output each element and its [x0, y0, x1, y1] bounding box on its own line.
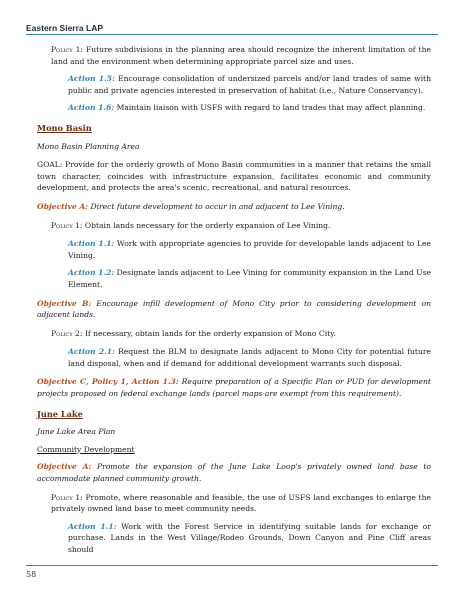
action-paragraph	[68, 521, 431, 556]
objective-text: Require preparation of a Specific Plan or PUD for development projects proposed on federal exchange lands (parcel maps are exempt from this requirement).	[37, 377, 431, 399]
goal-paragraph: GOAL: Provide for the orderly growth of Mono Basin communities in a manner that retains the small town character, coincides with infrastructure expansion, facilitates economic and community development, and protects the area's scenic, recreational, and natural resources.	[37, 160, 431, 193]
action-label: Action 1.5:	[68, 74, 115, 84]
page-content	[37, 44, 431, 556]
objective-paragraph	[37, 201, 431, 213]
objective-label: Objective B:	[37, 298, 92, 308]
plan-area-title: Mono Basin Planning Area	[37, 141, 140, 151]
policy-text: 1: Promote, where reasonable and feasible, the use of USFS land exchanges to enlarge the privately owned land base to meet community needs.	[51, 492, 431, 514]
subsection-heading: Community Development	[37, 444, 135, 454]
action-text: Request the BLM to designate lands adjacent to Mono City for potential future land disposal, when and if demand for additional development warrants such disposal.	[68, 347, 431, 368]
action-paragraph	[68, 73, 431, 96]
policy-paragraph	[51, 492, 431, 515]
action-text: Maintain liaison with USFS with regard to land trades that may affect planning.	[114, 103, 426, 113]
footer-divider	[26, 565, 438, 566]
document-header-title: Eastern Sierra LAP	[26, 23, 104, 33]
objective-label: Objective A:	[37, 462, 92, 472]
action-text: Work with appropriate agencies to provide for developable lands adjacent to Lee Vining.	[68, 239, 431, 260]
objective-paragraph	[37, 376, 431, 399]
policy-text: 1: Future subdivisions in the planning area should recognize the inherent limitation of the land and the environment when determining appropriate parcel size and uses.	[51, 45, 431, 66]
action-paragraph	[68, 102, 431, 114]
policy-prefix: Policy	[51, 45, 73, 54]
policy-prefix: Policy	[51, 328, 73, 338]
policy-paragraph	[51, 44, 431, 67]
action-text: Designate lands adjacent to Lee Vining for community expansion in the Land Use Element.	[68, 268, 431, 289]
policy-prefix: Policy	[51, 492, 73, 502]
action-text: Work with the Forest Service in identifying suitable lands for exchange or purchase. Lands in the West Village/Rodeo Grounds, Down Canyon and Pine Cliff areas should	[68, 521, 431, 554]
action-label: Action 1.2:	[68, 268, 115, 278]
page-number: 58	[26, 570, 37, 579]
policy-paragraph	[51, 220, 431, 232]
section-heading-mono-basin: Mono Basin	[37, 122, 92, 133]
action-paragraph	[68, 267, 431, 290]
objective-label: Objective C, Policy 1, Action 1.3:	[37, 377, 179, 387]
action-label: Action 2.1:	[68, 347, 115, 357]
objective-text: Direct future development to occur in and adjacent to Lee Vining.	[88, 201, 345, 211]
policy-paragraph	[51, 328, 431, 340]
policy-prefix: Policy	[51, 220, 73, 230]
plan-area-title: June Lake Area Plan	[37, 427, 116, 437]
action-text: Encourage consolidation of undersized parcels and/or land trades of same with public and private agencies interested in preservation of habitat (i.e., Nature Conservancy).	[68, 74, 431, 95]
action-label: Action 1.1:	[68, 521, 117, 531]
objective-label: Objective A:	[37, 201, 89, 211]
policy-text: 1: Obtain lands necessary for the orderly expansion of Lee Vining.	[72, 220, 331, 230]
header-divider	[26, 34, 438, 35]
section-heading-june-lake: June Lake	[37, 408, 83, 419]
policy-text: 2: If necessary, obtain lands for the orderly expansion of Mono City.	[72, 328, 336, 338]
action-paragraph	[68, 346, 431, 369]
objective-paragraph	[37, 461, 431, 484]
action-label: Action 1.6:	[68, 103, 115, 113]
objective-paragraph	[37, 298, 431, 321]
action-paragraph	[68, 238, 431, 261]
objective-text: Promote the expansion of the June Lake Loop's privately owned land base to accommodate planned community growth.	[37, 462, 431, 484]
objective-text: Encourage infill development of Mono City prior to considering development on adjacent lands.	[37, 298, 431, 320]
action-label: Action 1.1:	[68, 239, 115, 249]
